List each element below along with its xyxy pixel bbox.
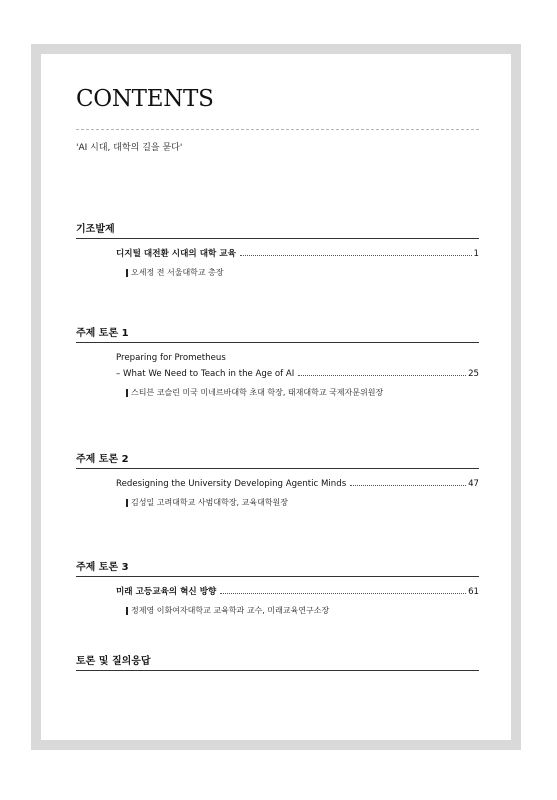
contents-subtitle: 'AI 시대, 대학의 길을 묻다': [76, 143, 183, 153]
toc-entry-line: [116, 247, 479, 261]
toc-page-number: 61: [468, 587, 479, 597]
toc-entry-line: [116, 367, 479, 381]
toc-page-number: 47: [468, 479, 479, 489]
toc-entry-author: [116, 387, 479, 398]
author-marker-icon: [126, 389, 128, 397]
dot-leader: [350, 485, 466, 486]
toc-entry-subtitle: – What We Need to Teach in the Age of AI: [116, 369, 295, 379]
toc-entry-line: [116, 477, 479, 491]
toc-page-number: 25: [468, 369, 479, 379]
author-marker-icon: [126, 607, 128, 615]
toc-entry[interactable]: [116, 351, 479, 398]
toc-entry[interactable]: [116, 247, 479, 278]
toc-entry-author: [116, 605, 479, 616]
author-text: 정제영 이화여자대학교 교육학과 교수, 미래교육연구소장: [131, 606, 330, 615]
contents-title: CONTENTS: [76, 86, 214, 112]
toc-entry[interactable]: [116, 585, 479, 616]
toc-entry-line: [116, 585, 479, 599]
author-text: 김성일 고려대학교 사범대학장, 교육대학원장: [131, 498, 289, 507]
toc-section-topic-2: [76, 450, 479, 508]
author-text: 오세정 전 서울대학교 총장: [131, 268, 224, 277]
toc-section-topic-3: [76, 558, 479, 616]
title-divider: [76, 129, 479, 130]
toc-section-discussion: [76, 652, 479, 671]
author-marker-icon: [126, 499, 128, 507]
toc-section-keynote: [76, 220, 479, 278]
section-heading: 주제 토론 1: [76, 324, 479, 343]
document-page: [41, 54, 511, 740]
toc-page-number: 1: [473, 249, 479, 259]
section-heading: 주제 토론 3: [76, 558, 479, 577]
toc-entry-author: [116, 267, 479, 278]
toc-entry-title: Redesigning the University Developing Agentic Minds: [116, 479, 347, 489]
toc-section-topic-1: [76, 324, 479, 398]
section-heading: 주제 토론 2: [76, 450, 479, 469]
section-heading: 기조발제: [76, 220, 479, 239]
toc-entry-author: [116, 497, 479, 508]
toc-entry-title: 디지털 대전환 시대의 대학 교육: [116, 249, 236, 259]
dot-leader: [240, 255, 472, 256]
toc-entry-line: [116, 351, 479, 365]
dot-leader: [220, 593, 466, 594]
toc-entry-title: 미래 고등교육의 혁신 방향: [116, 587, 217, 597]
toc-entry[interactable]: [116, 477, 479, 508]
toc-entry-title: Preparing for Prometheus: [116, 353, 226, 363]
dot-leader: [298, 375, 466, 376]
author-marker-icon: [126, 269, 128, 277]
author-text: 스티븐 코슬린 미국 미네르바대학 초대 학장, 태재대학교 국제자문위원장: [131, 388, 384, 397]
section-heading[interactable]: 토론 및 질의응답: [76, 652, 479, 671]
